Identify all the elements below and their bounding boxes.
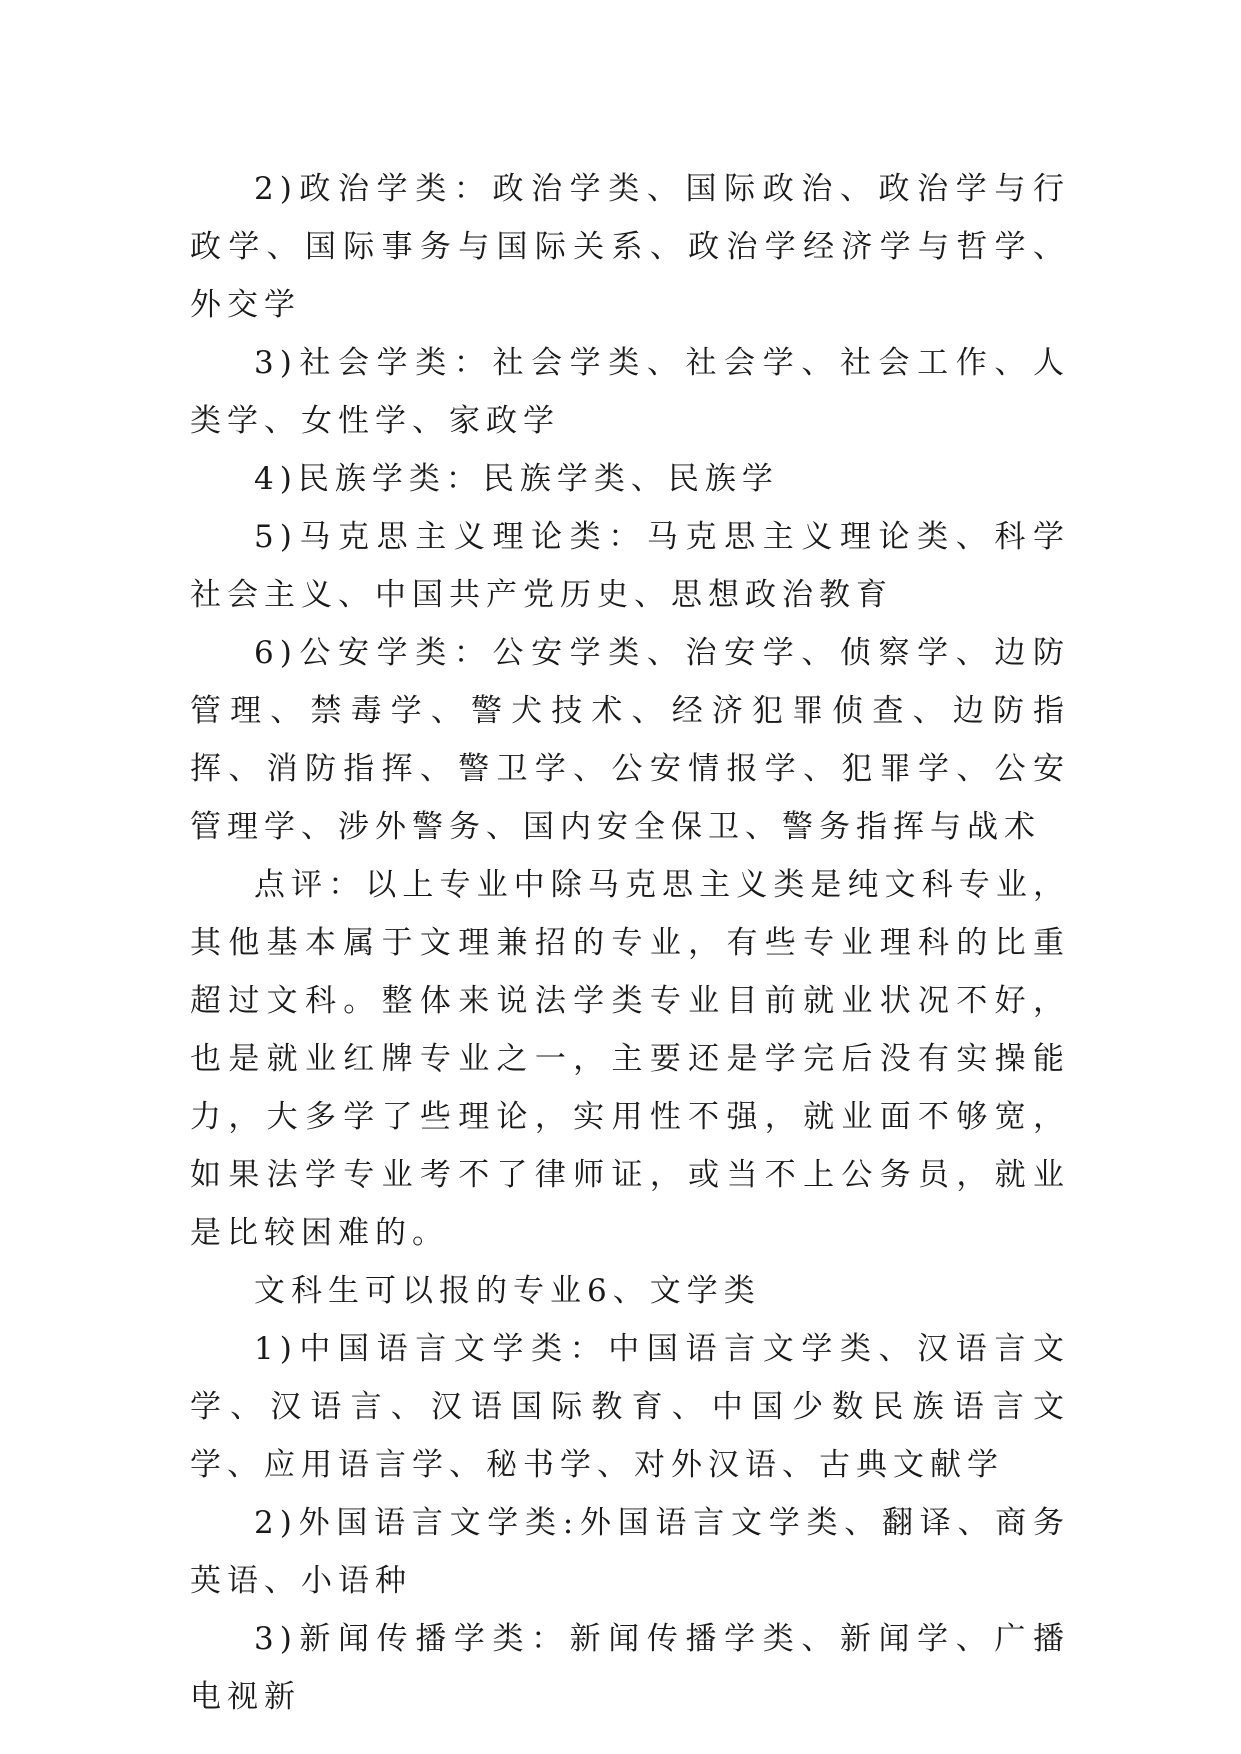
paragraph-marxist-theory: 5)马克思主义理论类：马克思主义理论类、科学社会主义、中国共产党历史、思想政治教育 bbox=[190, 519, 1070, 613]
paragraph-chinese-literature: 1)中国语言文学类：中国语言文学类、汉语言文学、汉语言、汉语国际教育、中国少数民族语言文学、应用语言学、秘书学、对外汉语、古典文献学 bbox=[190, 1331, 1070, 1483]
paragraph-journalism: 3)新闻传播学类：新闻传播学类、新闻学、广播电视新 bbox=[190, 1621, 1070, 1715]
paragraph-ethnology: 4)民族学类：民族学类、民族学 bbox=[254, 461, 779, 497]
paragraph-political-science: 2)政治学类：政治学类、国际政治、政治学与行政学、国际事务与国际关系、政治学经济学与哲学、外交学 bbox=[190, 171, 1070, 323]
paragraph-literature-heading: 文科生可以报的专业6、文学类 bbox=[254, 1273, 761, 1309]
paragraph-commentary: 点评：以上专业中除马克思主义类是纯文科专业，其他基本属于文理兼招的专业，有些专业理科的比重超过文科。整体来说法学类专业目前就业状况不好，也是就业红牌专业之一，主要还是学完后没有实操能力，大多学了些理论，实用性不强，就业面不够宽，如果法学专业考不了律师证，或当不上公务员，就业是比较困难的。 bbox=[190, 867, 1070, 1251]
document-body bbox=[190, 160, 1070, 1726]
paragraph-sociology: 3)社会学类：社会学类、社会学、社会工作、人类学、女性学、家政学 bbox=[190, 345, 1070, 439]
paragraph-public-security: 6)公安学类：公安学类、治安学、侦察学、边防管理、禁毒学、警犬技术、经济犯罪侦查、边防指挥、消防指挥、警卫学、公安情报学、犯罪学、公安管理学、涉外警务、国内安全保卫、警务指挥与战术 bbox=[190, 635, 1070, 845]
paragraph-foreign-literature: 2)外国语言文学类:外国语言文学类、翻译、商务英语、小语种 bbox=[190, 1505, 1070, 1599]
